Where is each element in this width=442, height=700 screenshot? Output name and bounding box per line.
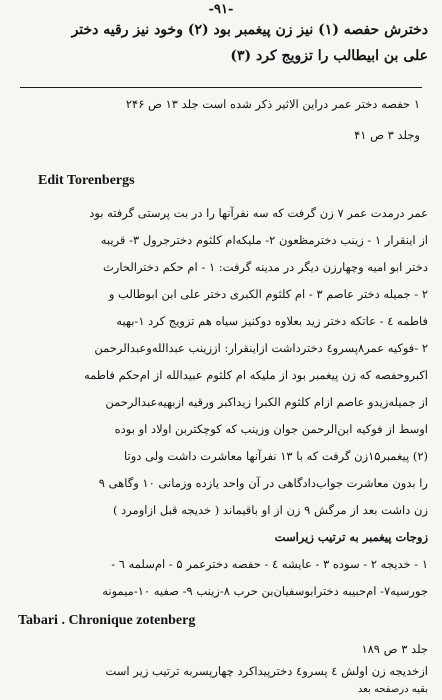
- footnote-line: وجلد ۳ ص ۴۱: [354, 128, 420, 142]
- footnote-line: ۱ حفصه دختر عمر دراین الاثیر ذکر شده است جلد ۱۳ ص ۲۴۶: [125, 97, 420, 111]
- body-line: جورسیه۷- ام‌حبیبه دخترابوسفیان‌بن حرب ۸-زینب ۹- صفیه ۱۰-میمونه: [102, 584, 428, 598]
- top-text-line: علی بن ابیطالب را تزویج کرد (۳): [230, 48, 428, 64]
- body-line: ۱ - خدیجه ۲ - سوده ۳ - عایشه ٤ - حفصه دخترعمر ۵ - ام‌سلمه ٦ -: [111, 557, 428, 571]
- body-line: اوسط از فوکیه ابن‌الرحمن جوان وزینب که کوچکتربن اولاد او بوده: [114, 422, 428, 436]
- body-line: را بدون معاشرت جواب‌دادگاهی در آن واحد یازده وزمانی ۱۰ وگاهی ۹: [98, 476, 428, 490]
- body-line: (۲) پیغمبر۱۵زن گرفت که با ۱۳ نفرآنها معاشرت داشت ولی دوتا: [124, 449, 428, 463]
- body-line: عمر درمدت عمر ۷ زن گرفت که سه نفرآنها را در بت پرستی گرفته بود: [89, 206, 428, 220]
- body-line: ۲ - جمیله دختر عاصم ۳ - ام کلثوم الکبری دختر علی ابن ابوطالب و: [108, 287, 428, 301]
- tail-line: ازخدیجه زن اولش ٤ پسرو٤ دخترپیداکرد چهارپسربه ترتیب زیر است: [105, 664, 428, 678]
- body-line: زوجات پیغمبر به ترتیب زیراست: [274, 530, 428, 544]
- body-line: ۲ -فوکیه عمر۸پسرو٤ دخترداشت ازاینقرار: اززینب عبدالله‌وعبدالرحمن: [94, 341, 428, 355]
- continued-note: بقیه درصفحه بعد: [357, 684, 428, 695]
- page-number: -۹۱-: [208, 2, 234, 17]
- body-line: از اینقرار ۱ - زینب دخترمظعون ۲- ملیکه‌ام کلثوم دخترجرول ۳- قریبه: [100, 233, 428, 247]
- body-line: اکبروحفصه که زن پیغمبر بود از ملیکه ام کلثوم عبیدالله از ام‌حکم فاطمه: [83, 368, 428, 382]
- top-text-line: دخترش حفصه (۱) نیز زن پیغمبر بود (۲) وخود نیز رقیه دختر: [71, 22, 428, 38]
- body-line: از جمیله‌زیدو عاصم ازام کلثوم الکبرا زیداکبر ورقیه ازبهیه‌عبدالرحمن: [105, 395, 428, 409]
- source-heading: Edit Torenbergs: [38, 173, 135, 188]
- body-line: فاطمه ٤ - عاتکه دختر زید بعلاوه دوکنیز سیاه هم تزویج کرد ۱-بهیه: [116, 314, 428, 328]
- body-line: زن داشت بعد از مرگش ۹ زن از او باقیماند ( خدیجه قبل ازاومرد ): [112, 503, 428, 517]
- source-heading: Tabari . Chronique zotenberg: [18, 613, 196, 628]
- tail-line: جلد ۳ ص ۱۸۹: [361, 642, 428, 656]
- body-line: دختر ابو امیه وچهارزن دیگر در مدینه گرفت: ۱ - ام حکم دخترالحارث: [102, 260, 428, 274]
- footnote-divider: [20, 87, 422, 88]
